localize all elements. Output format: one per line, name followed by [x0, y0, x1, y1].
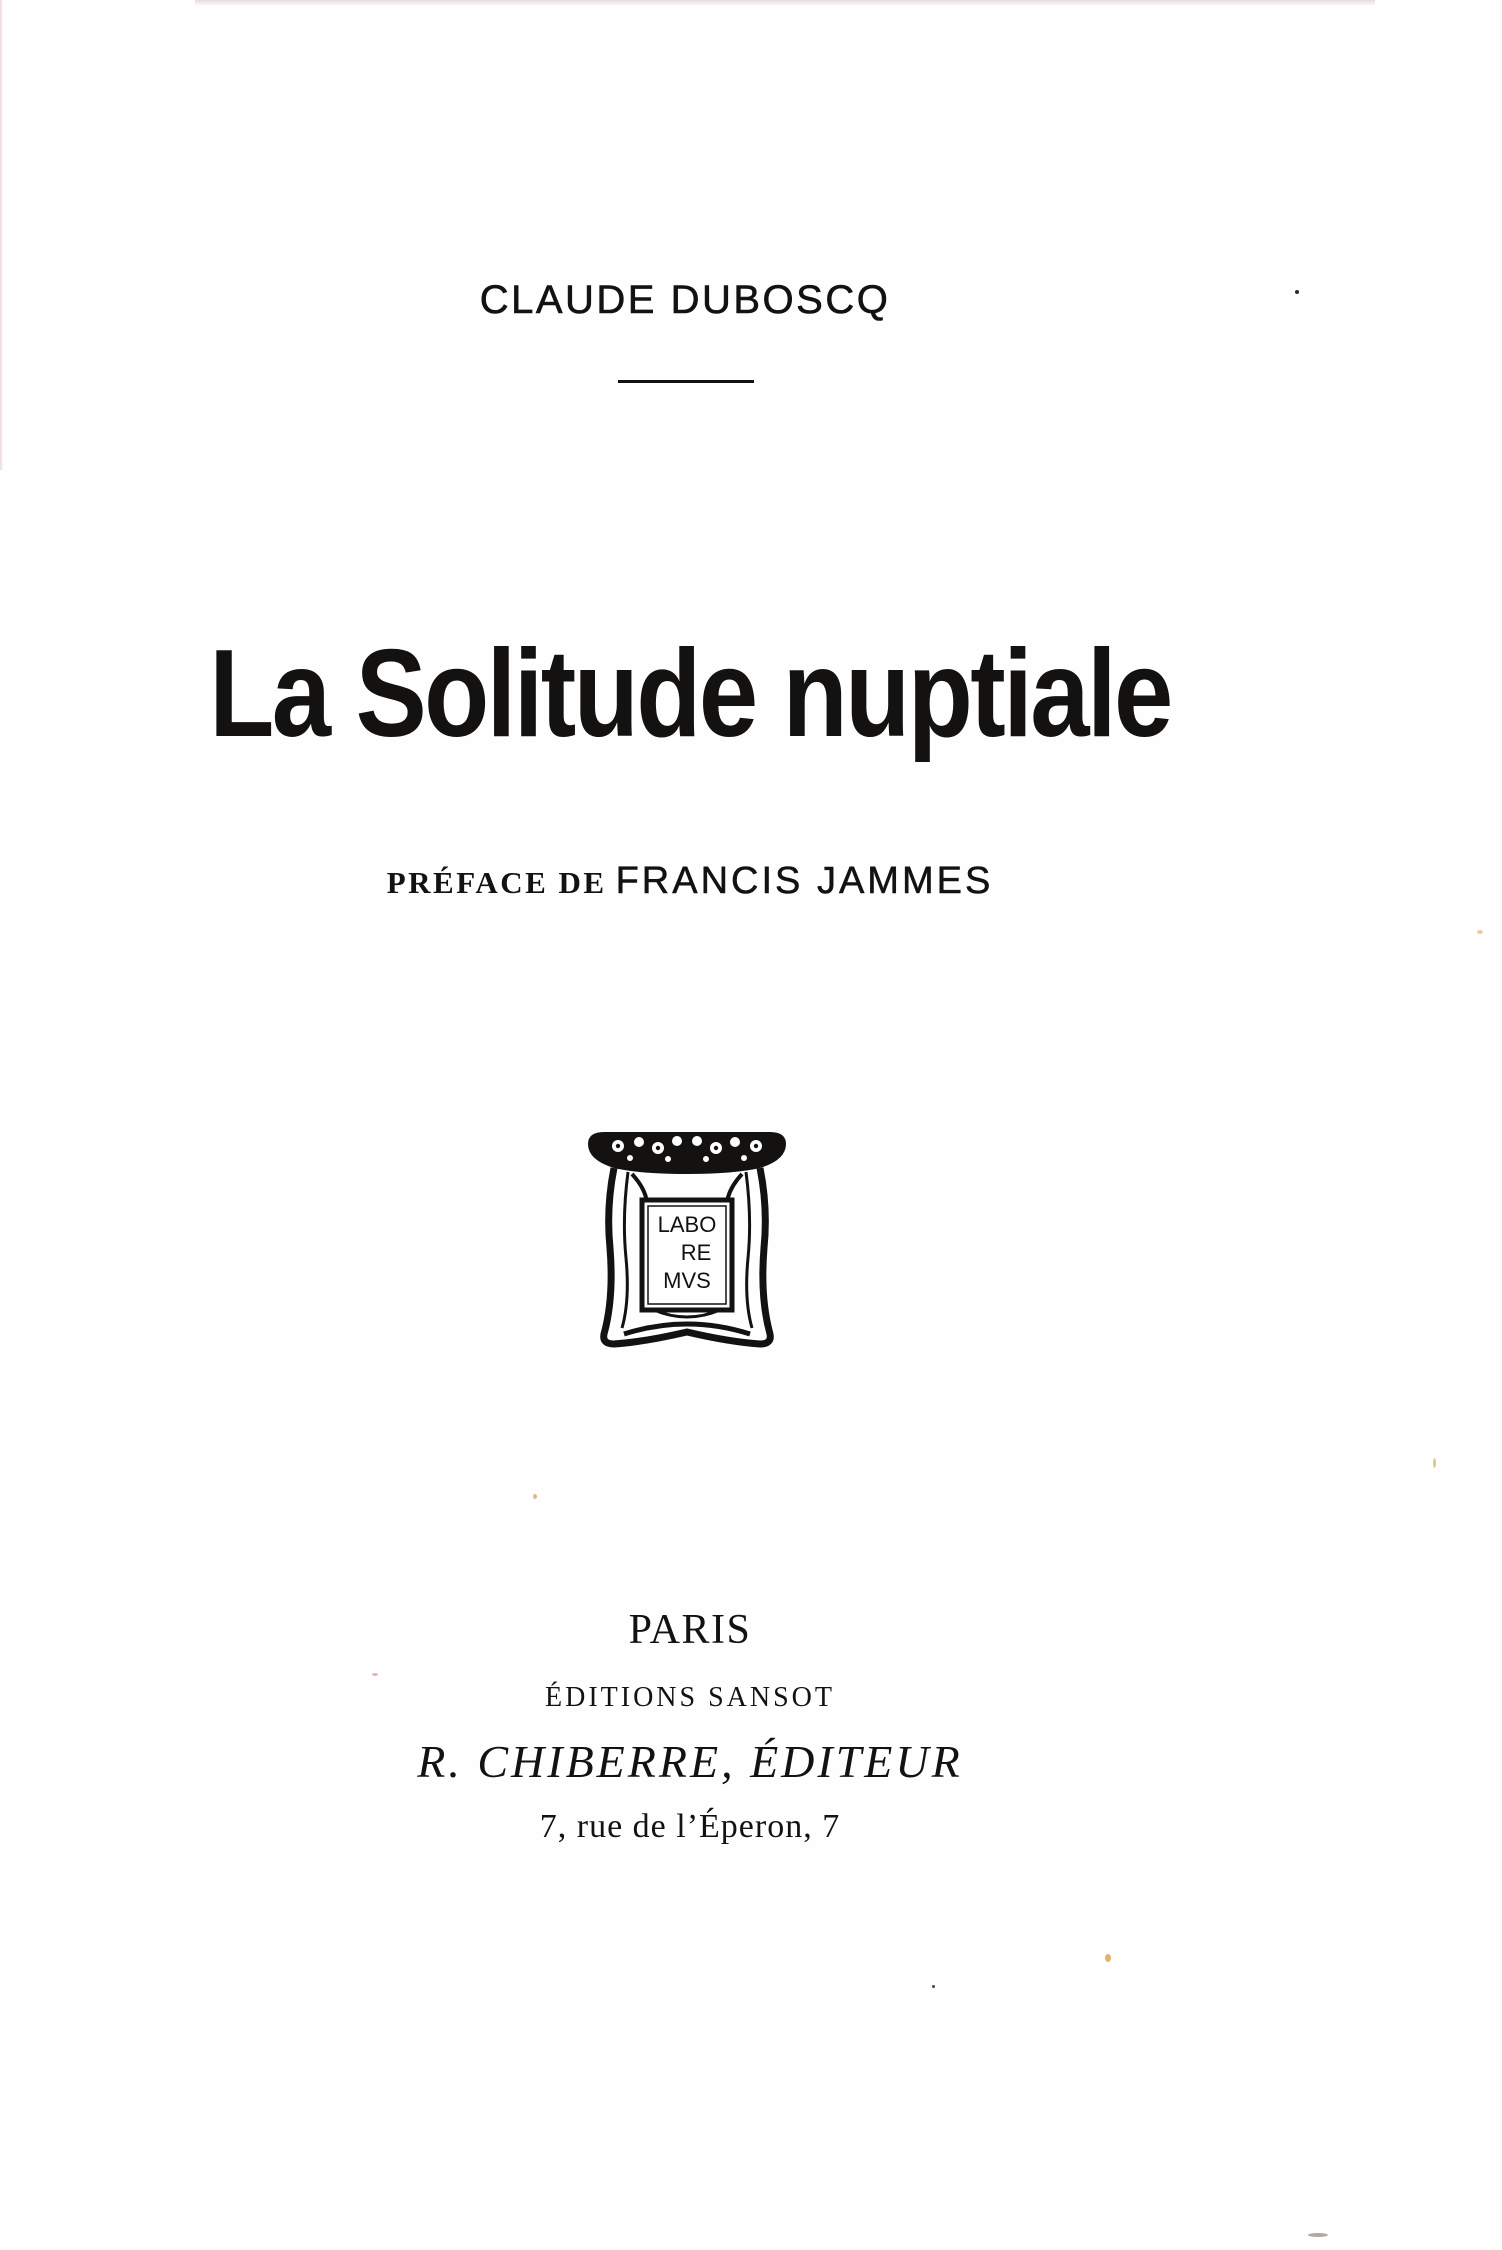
page-top-edge: [195, 0, 1375, 5]
emblem-motto-line-1: LABO: [657, 1212, 717, 1237]
paper-speck: [932, 1985, 935, 1988]
author-name: CLAUDE DUBOSCQ: [479, 278, 891, 322]
preface-author: FRANCIS JAMMES: [615, 860, 994, 902]
book-title: La Solitude nuptiale: [209, 625, 1171, 763]
paper-speck: [1433, 1458, 1436, 1468]
paper-speck: [1477, 930, 1483, 934]
paper-speck: [372, 1673, 378, 1676]
publisher-emblem: [584, 1128, 790, 1350]
paper-speck: [1295, 290, 1299, 294]
page-left-edge: [0, 0, 3, 470]
paper-speck: [1105, 1954, 1111, 1962]
imprint-city: PARIS: [628, 1607, 752, 1653]
imprint-editions: ÉDITIONS SANSOT: [545, 1682, 835, 1713]
emblem-motto-line-2: RE: [680, 1240, 712, 1265]
paper-speck: [1308, 2233, 1328, 2237]
divider-rule: [618, 380, 754, 383]
imprint-address: 7, rue de l’Éperon, 7: [539, 1808, 841, 1845]
imprint-publisher: R. CHIBERRE, ÉDITEUR: [417, 1736, 963, 1787]
preface-line: [0, 862, 1380, 900]
emblem-motto-line-3: MVS: [663, 1268, 711, 1293]
paper-speck: [533, 1494, 537, 1499]
preface-lead: PRÉFACE DE: [386, 865, 607, 900]
